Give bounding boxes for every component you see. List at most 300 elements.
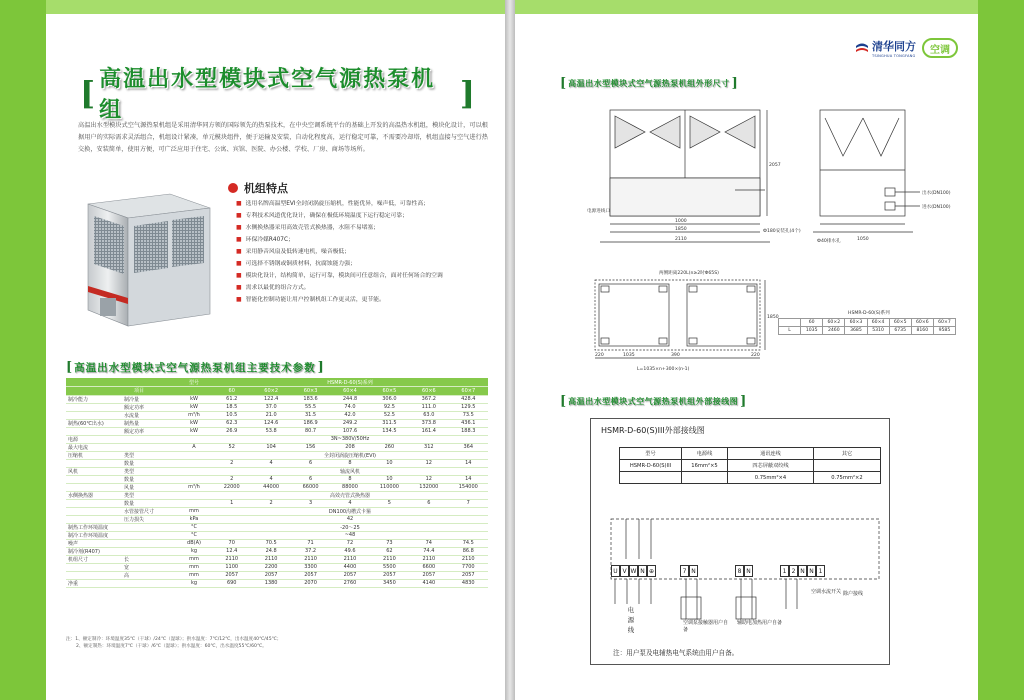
spec-value: 107.6 — [330, 427, 369, 435]
spec-value: 73.5 — [449, 411, 488, 419]
logo-name: 清华同方 — [872, 40, 916, 53]
intro-paragraph: 高温出水型模块式空气源热泵机组是采用清华同方领的国际领先的热泵技术，在中央空调系统平台的基础上开发的高温热水机组，模块化设计，可以根据用户的实际需求灵活组合，机组设计紧凑，单元模块组件，便于运输及安装，自动化程度高，运行稳定可靠，不需要冷却塔，机组直接与空气进行热交换，安装简单，使用方便，可广泛应用于住宅、公寓、宾馆、医院、办公楼、学校、厂房、商场等场所。 — [78, 122, 488, 153]
spec-value: 4400 — [330, 563, 369, 571]
spec-group — [66, 427, 122, 435]
spec-value: 306.0 — [370, 395, 409, 403]
spec-value: 129.5 — [449, 403, 488, 411]
spec-value: 156 — [291, 443, 330, 451]
spec-subitem: 数量 — [122, 499, 176, 507]
spec-group: 制热(60℃出水) — [66, 419, 122, 427]
spec-value: 73 — [370, 539, 409, 547]
spec-row — [66, 499, 488, 507]
spec-group: 电源 — [66, 435, 122, 443]
spec-value: 4 — [330, 499, 369, 507]
spec-unit: kW — [176, 419, 212, 427]
spec-value: 5 — [370, 499, 409, 507]
spec-header-model-col: 60×3 — [291, 387, 330, 396]
spec-value: 12 — [409, 459, 448, 467]
spec-value: 124.6 — [251, 419, 290, 427]
spec-value: DN100沟槽式卡箍 — [212, 507, 488, 515]
spec-subitem: 额定功率 — [122, 403, 176, 411]
wiring-header-model: 型号 — [620, 448, 682, 460]
left-green-band — [0, 0, 46, 700]
spec-unit: mm — [176, 507, 212, 515]
spec-group — [66, 499, 122, 507]
terminal: 8 — [735, 565, 744, 577]
spec-value: 24.8 — [251, 547, 290, 555]
spec-value: 3N~380V/50Hz — [212, 435, 488, 443]
wiring-cell: HSMR-D-60(S)III — [620, 460, 682, 472]
dim-cell: 60×3 — [845, 319, 867, 327]
spec-value: 37.2 — [291, 547, 330, 555]
spec-table — [66, 378, 488, 588]
label-water-inlet: 进水(DN100) — [922, 205, 951, 210]
spec-value: 111.0 — [409, 403, 448, 411]
spec-group — [66, 483, 122, 491]
terminal: 1 — [816, 565, 825, 577]
spec-value: 37.0 — [251, 403, 290, 411]
terminal: V — [620, 565, 629, 577]
spec-unit — [176, 499, 212, 507]
spec-value: 70.5 — [251, 539, 290, 547]
feature-item: ■ 环保冷媒R407C； — [236, 234, 498, 246]
spec-value: 104 — [251, 443, 290, 451]
spec-value: 70 — [212, 539, 251, 547]
dim-cell — [779, 319, 801, 327]
dim-cell: 60×5 — [889, 319, 911, 327]
spec-value: 3450 — [370, 579, 409, 587]
dim-w1: 1000 — [675, 219, 687, 224]
spec-value: 7700 — [449, 563, 488, 571]
logo-en: TSINGHUA TONGFANG — [872, 54, 916, 58]
spec-value: 249.2 — [330, 419, 369, 427]
spec-row — [66, 403, 488, 411]
spec-subitem: 类型 — [122, 467, 176, 475]
spec-unit: °C — [176, 523, 212, 531]
dim-cell: 8160 — [911, 327, 933, 335]
spec-value: 52.5 — [370, 411, 409, 419]
dimension-table — [778, 318, 956, 335]
spec-header-model-col: 60×4 — [330, 387, 369, 396]
spec-row — [66, 443, 488, 451]
spec-unit — [176, 435, 212, 443]
label-mount-hole: Ф180安装孔(4个) — [763, 229, 801, 234]
dim-w2: 1850 — [675, 227, 687, 232]
feature-item: ■ 选用名牌高温型EVI全封闭涡旋压缩机，性能优异，噪声低，可靠性高； — [236, 198, 498, 210]
page-title: [ 高温出水型模块式空气源热泵机组 ] — [80, 67, 475, 123]
left-page — [0, 0, 505, 700]
dim-cell: 3685 — [845, 327, 867, 335]
feature-item: ■ 智能化控制功能让用户控制机组工作更灵活，更节能。 — [236, 294, 498, 306]
terminal-block-heater — [735, 565, 753, 577]
spec-row — [66, 555, 488, 563]
dim-cell: 9585 — [933, 327, 955, 335]
spec-group: 水侧换热器 — [66, 491, 122, 499]
spec-subitem — [122, 547, 176, 555]
terminal: N — [798, 565, 807, 577]
dim-cell: 60×6 — [911, 319, 933, 327]
spec-value: 18.5 — [212, 403, 251, 411]
spec-value: 72 — [330, 539, 369, 547]
spec-value: 49.6 — [330, 547, 369, 555]
spec-header-models-row — [66, 387, 488, 396]
spec-header-model-col: 60 — [212, 387, 251, 396]
base-note: 两侧距离220L(n≥2时Φ65S) — [659, 271, 719, 276]
spec-header-model: 型号 — [176, 378, 212, 387]
spec-value: 4 — [251, 459, 290, 467]
spec-value: 2057 — [291, 571, 330, 579]
spec-row — [66, 483, 488, 491]
spec-value: 86.8 — [449, 547, 488, 555]
spec-unit — [176, 451, 212, 459]
feature-item: ■ 需求以最优的组合方式。 — [236, 282, 498, 294]
bullet-square-icon: ■ — [236, 296, 242, 303]
dim-side-width: 1050 — [857, 237, 869, 242]
dim-cell: 6735 — [889, 327, 911, 335]
spec-group: 净重 — [66, 579, 122, 587]
spec-subitem: 制热量 — [122, 419, 176, 427]
base-d: 220 — [751, 353, 760, 358]
spec-group: 风机 — [66, 467, 122, 475]
spec-group — [66, 563, 122, 571]
spec-value: 161.4 — [409, 427, 448, 435]
spec-value: 高效壳管式换热器 — [212, 491, 488, 499]
spec-value: 74.5 — [449, 539, 488, 547]
flow-switch-label: 空调水流开关 — [811, 589, 842, 595]
spec-subitem: 高 — [122, 571, 176, 579]
spec-row — [66, 515, 488, 523]
spec-value: 92.5 — [370, 403, 409, 411]
spec-row — [66, 547, 488, 555]
spec-value: 2070 — [291, 579, 330, 587]
spec-group — [66, 403, 122, 411]
terminal-block-end — [780, 565, 825, 577]
dim-height: 2057 — [769, 163, 781, 168]
base-height: 1850 — [767, 315, 779, 320]
right-top-stripe — [515, 0, 978, 14]
spec-value: 14 — [449, 459, 488, 467]
spec-value: 2110 — [370, 555, 409, 563]
dimension-section-title: [ 高温出水型模块式空气源热泵机组外形尺寸 ] — [560, 76, 738, 91]
spec-row — [66, 563, 488, 571]
spec-value: 6600 — [409, 563, 448, 571]
left-top-stripe — [46, 0, 505, 14]
dim-cell: L — [779, 327, 801, 335]
spec-value: 2057 — [449, 571, 488, 579]
base-a: 220 — [595, 353, 604, 358]
label-power-inlet: 电源进线口 — [587, 209, 610, 214]
spec-value: 22000 — [212, 483, 251, 491]
spec-header-model-col: 60×6 — [409, 387, 448, 396]
spec-subitem: 额定功率 — [122, 427, 176, 435]
spec-header-blank — [66, 378, 176, 387]
spec-value: 436.1 — [449, 419, 488, 427]
spec-group — [66, 507, 122, 515]
bullet-square-icon: ■ — [236, 236, 242, 243]
terminal: N — [807, 565, 816, 577]
terminal-block-pump — [680, 565, 698, 577]
spec-subitem — [122, 523, 176, 531]
label-water-outlet: 出水(DN100) — [922, 191, 951, 196]
base-b: 1035 — [623, 353, 635, 358]
spec-value: 74.0 — [330, 403, 369, 411]
spec-unit: A — [176, 443, 212, 451]
spec-value: ~48 — [212, 531, 488, 539]
dim-cell: 60×2 — [823, 319, 845, 327]
feature-item: ■ 采用静音风扇及低转速电机，噪音极低； — [236, 246, 498, 258]
spec-value: 31.5 — [291, 411, 330, 419]
spec-row — [66, 507, 488, 515]
spec-value: 364 — [449, 443, 488, 451]
spec-value: 244.8 — [330, 395, 369, 403]
feature-item: ■ 水侧换热器采用高效壳管式换热器，水阻不易堵塞； — [236, 222, 498, 234]
spec-group: 制冷能力 — [66, 395, 122, 403]
spec-value: 428.4 — [449, 395, 488, 403]
spec-value: 轴流风机 — [212, 467, 488, 475]
spec-row — [66, 571, 488, 579]
spec-subitem: 数量 — [122, 459, 176, 467]
wiring-section-title: [ 高温出水型模块式空气源热泵机组外部接线图 ] — [560, 394, 747, 409]
spec-value: 3 — [291, 499, 330, 507]
spec-unit — [176, 475, 212, 483]
spec-value: 132000 — [409, 483, 448, 491]
spec-value: 63.0 — [409, 411, 448, 419]
spec-value: 7 — [449, 499, 488, 507]
spec-group: 机组尺寸 — [66, 555, 122, 563]
spec-value: 12 — [409, 475, 448, 483]
spec-row — [66, 523, 488, 531]
bullet-square-icon: ■ — [236, 200, 242, 207]
dim-table-title: HSMR-D-60(S)系列 — [848, 311, 890, 316]
spec-value: 12.4 — [212, 547, 251, 555]
dim-cell: 60×7 — [933, 319, 955, 327]
spec-subitem — [122, 435, 176, 443]
spec-subitem: 宽 — [122, 563, 176, 571]
spec-row — [66, 491, 488, 499]
terminal-block-power — [611, 565, 656, 577]
wiring-cell: 0.75mm²×2 — [814, 472, 881, 484]
spec-value: 全封闭涡旋压缩机(EVI) — [212, 451, 488, 459]
spec-header-series: HSMR-D-60(S)系列 — [212, 378, 488, 387]
spec-value: 8 — [330, 475, 369, 483]
spec-unit — [176, 459, 212, 467]
spec-unit: m³/h — [176, 411, 212, 419]
spec-value: 2057 — [409, 571, 448, 579]
spec-value: 2057 — [251, 571, 290, 579]
bullet-square-icon: ■ — [236, 212, 242, 219]
spec-value: 10.5 — [212, 411, 251, 419]
spec-unit: dB(A) — [176, 539, 212, 547]
spec-value: 2110 — [330, 555, 369, 563]
bullet-square-icon: ■ — [236, 248, 242, 255]
terminal: 7 — [680, 565, 689, 577]
spec-row — [66, 539, 488, 547]
wiring-cell: 16mm²×5 — [682, 460, 728, 472]
spec-header-row — [66, 378, 488, 387]
spec-value: 2110 — [251, 555, 290, 563]
dimension-drawing-views — [585, 100, 965, 260]
spec-header-model-col: 60×5 — [370, 387, 409, 396]
spec-value: 42.0 — [330, 411, 369, 419]
spec-unit: kW — [176, 403, 212, 411]
spec-value: 208 — [330, 443, 369, 451]
spec-notes — [66, 636, 488, 650]
terminal: U — [611, 565, 620, 577]
spec-group — [66, 515, 122, 523]
spec-value: 26.9 — [212, 427, 251, 435]
spec-value: 4830 — [449, 579, 488, 587]
spec-value: 110000 — [370, 483, 409, 491]
label-drain: Ф40排水孔 — [817, 239, 841, 244]
wiring-cell: 四芯屏蔽双绞线 — [728, 460, 814, 472]
spec-value: 3300 — [291, 563, 330, 571]
spec-value: 312 — [409, 443, 448, 451]
spec-row — [66, 531, 488, 539]
dim-w3: 2110 — [675, 237, 687, 242]
spec-subitem: 水流量 — [122, 411, 176, 419]
spec-value: 62.3 — [212, 419, 251, 427]
terminal: N — [689, 565, 698, 577]
spec-row — [66, 395, 488, 403]
spec-group: 噪声 — [66, 539, 122, 547]
spec-value: 2057 — [330, 571, 369, 579]
spec-row — [66, 475, 488, 483]
spec-value: 6 — [291, 475, 330, 483]
spec-row — [66, 459, 488, 467]
spec-unit: kPa — [176, 515, 212, 523]
spec-row — [66, 427, 488, 435]
spec-header-model-col: 60×7 — [449, 387, 488, 396]
dim-row — [779, 327, 956, 335]
spec-value: 88000 — [330, 483, 369, 491]
spec-subitem — [122, 579, 176, 587]
spec-value: 2110 — [449, 555, 488, 563]
wiring-header-comm: 通讯连线 — [728, 448, 814, 460]
spec-subitem: 类型 — [122, 491, 176, 499]
spec-value: 14 — [449, 475, 488, 483]
spec-unit: kg — [176, 547, 212, 555]
features-heading: 机组特点 — [228, 180, 288, 196]
aux-heater-label: 辅助电加热用户自备 — [737, 620, 783, 626]
spec-subitem: 数量 — [122, 475, 176, 483]
logo-mark-icon — [855, 42, 869, 54]
spec-subitem: 风量 — [122, 483, 176, 491]
spec-value: 186.9 — [291, 419, 330, 427]
feature-item: ■ 模块化设计，结构简单，运行可靠，模块间可任意组合，面对任何场合的空调 — [236, 270, 498, 282]
spec-subitem: 水管接管尺寸 — [122, 507, 176, 515]
spec-value: 61.2 — [212, 395, 251, 403]
spec-group — [66, 571, 122, 579]
spec-section-title: [ 高温出水型模块式空气源热泵机组主要技术参数 ] — [66, 360, 324, 375]
logo-badge: 空调 — [922, 38, 958, 58]
spec-value: 21.0 — [251, 411, 290, 419]
heat-pump-unit-image — [78, 186, 218, 336]
spec-value: 690 — [212, 579, 251, 587]
spec-value: 2057 — [370, 571, 409, 579]
user-wiring-label: 除户接线 — [843, 591, 864, 597]
terminal: N — [744, 565, 753, 577]
spec-row — [66, 467, 488, 475]
right-green-band — [978, 0, 1024, 700]
note-1: 注：1、额定制冷：环境温度35℃（干球）/24℃（湿球）；供水温度：7℃/12℃，出水温度40℃/45℃； — [66, 637, 282, 642]
base-length-formula: L=1035×n+300×(n-1) — [637, 367, 690, 372]
spec-value: 2057 — [212, 571, 251, 579]
spec-subitem: 类型 — [122, 451, 176, 459]
binding-gutter — [505, 0, 515, 700]
base-c: 390 — [671, 353, 680, 358]
spec-header-model-col: 60×2 — [251, 387, 290, 396]
spec-subitem: 制冷量 — [122, 395, 176, 403]
spec-group — [66, 475, 122, 483]
spec-value: 74.4 — [409, 547, 448, 555]
spec-value: 2760 — [330, 579, 369, 587]
dim-cell: 5310 — [867, 327, 889, 335]
spec-value: 74 — [409, 539, 448, 547]
spec-row — [66, 435, 488, 443]
dim-cell: 60 — [801, 319, 823, 327]
spec-unit: kg — [176, 579, 212, 587]
spec-group: 最大电流 — [66, 443, 122, 451]
bullet-square-icon: ■ — [236, 272, 242, 279]
spec-row — [66, 419, 488, 427]
dim-cell: 1035 — [801, 327, 823, 335]
spec-unit: kW — [176, 395, 212, 403]
spec-value: 71 — [291, 539, 330, 547]
spec-subitem: 长 — [122, 555, 176, 563]
spec-value: 6 — [291, 459, 330, 467]
spec-value: 311.5 — [370, 419, 409, 427]
spec-unit: mm — [176, 571, 212, 579]
spec-value: 10 — [370, 475, 409, 483]
spec-value: 2200 — [251, 563, 290, 571]
spec-value: 2 — [251, 499, 290, 507]
features-list — [236, 198, 498, 306]
bullet-square-icon: ■ — [236, 284, 242, 291]
brand-logo — [855, 38, 958, 58]
spec-value: 1380 — [251, 579, 290, 587]
spec-value: 42 — [212, 515, 488, 523]
wiring-header-other: 其它 — [814, 448, 881, 460]
spec-value: 6 — [409, 499, 448, 507]
spec-group: 制热工作环境温度 — [66, 523, 122, 531]
wiring-header-power: 电源线 — [682, 448, 728, 460]
spec-value: 373.8 — [409, 419, 448, 427]
spec-value: 154000 — [449, 483, 488, 491]
spec-subitem — [122, 443, 176, 451]
spec-value: 183.6 — [291, 395, 330, 403]
spec-value: 80.7 — [291, 427, 330, 435]
spec-value: 134.5 — [370, 427, 409, 435]
wiring-note: 注：用户泵及电辅热电气系统由用户自备。 — [613, 649, 739, 657]
spec-value: 2110 — [212, 555, 251, 563]
spec-value: 5500 — [370, 563, 409, 571]
spec-value: 2110 — [291, 555, 330, 563]
spec-value: 10 — [370, 459, 409, 467]
wiring-diagram-title: HSMR-D-60(S)III外部接线图 — [601, 426, 705, 435]
pump-contactor-label: 空调泵接触器用户自备 — [683, 620, 729, 633]
spec-value: 2 — [212, 459, 251, 467]
spec-row — [66, 579, 488, 587]
terminal: N — [638, 565, 647, 577]
spec-unit — [176, 491, 212, 499]
spec-value: 1 — [212, 499, 251, 507]
bullet-square-icon: ■ — [236, 260, 242, 267]
spec-header-item: 项目 — [66, 387, 212, 396]
spec-value: 367.2 — [409, 395, 448, 403]
spec-value: 2110 — [409, 555, 448, 563]
note-2: 2、额定制热：环境温度7℃（干球）/6℃（湿球）；供水温度：60℃，出水温度55℃/60℃。 — [76, 644, 267, 649]
dim-row — [779, 319, 956, 327]
